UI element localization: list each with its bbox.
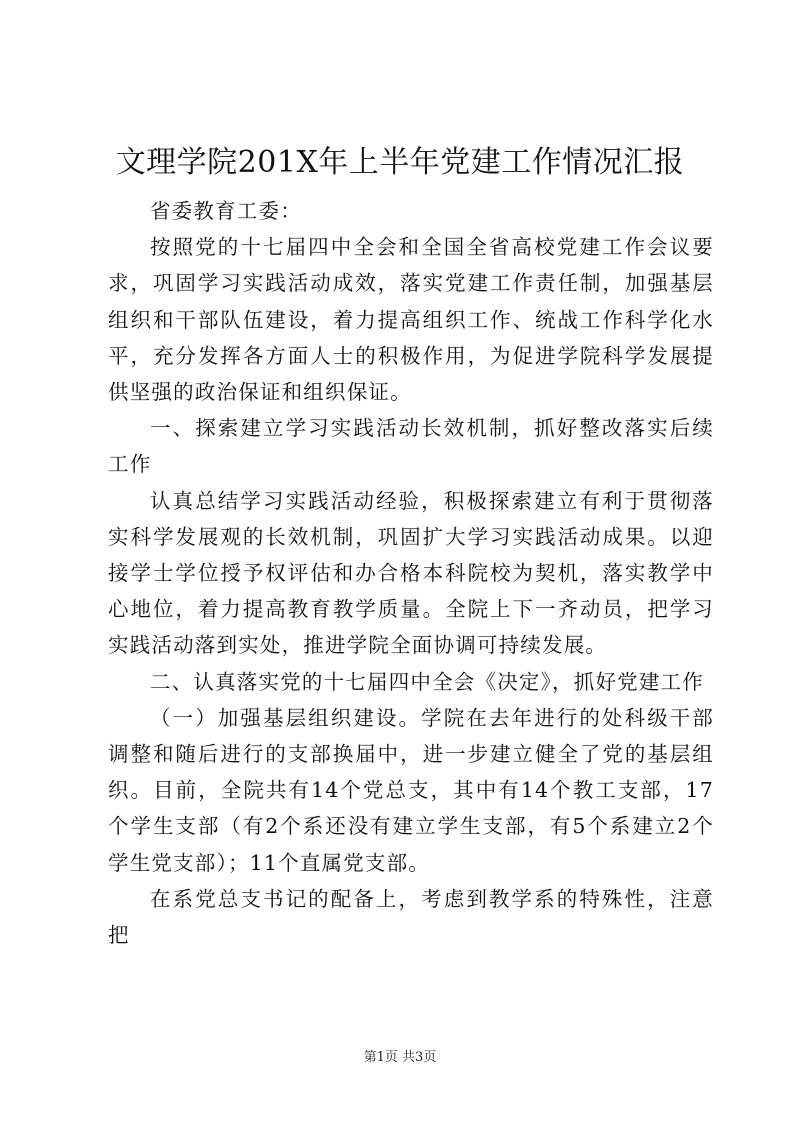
document-body — [108, 193, 714, 953]
paragraph-continuation: 在系党总支书记的配备上，考虑到教学系的特殊性，注意把 — [108, 886, 714, 948]
paragraph-intro: 按照党的十七届四中全会和全国全省高校党建工作会议要求，巩固学习实践活动成效，落实党建工作责任制，加强基层组织和干部队伍建设，着力提高组织工作、统战工作科学化水平，充分发挥各方面人士的积极作用，为促进学院科学发展提供坚强的政治保证和组织保证。 — [108, 235, 714, 405]
paragraph-section-1: 认真总结学习实践活动经验，积极探索建立有利于贯彻落实科学发展观的长效机制，巩固扩大学习实践活动成果。以迎接学士学位授予权评估和办合格本科院校为契机，落实教学中心地位，着力提高教育教学质量。全院上下一齐动员，把学习实践活动落到实处，推进学院全面协调可持续发展。 — [108, 488, 714, 658]
section-heading-2: 二、认真落实党的十七届四中全会《决定》，抓好党建工作 — [150, 669, 704, 694]
paragraph-subsection-1: （一）加强基层组织建设。学院在去年进行的处科级干部调整和随后进行的支部换届中，进一步建立健全了党的基层组织。目前，全院共有14个党总支，其中有14个教工支部，17个学生支部（有2个系还没有建立学生支部，有5个系建立2个学生党支部）；11个直属党支部。 — [108, 705, 714, 875]
document-title: 文理学院201X年上半年党建工作情况汇报 — [115, 145, 685, 180]
salutation: 省委教育工委： — [150, 199, 302, 223]
section-heading-1: 一、探索建立学习实践活动长效机制，抓好整改落实后续工作 — [108, 416, 714, 477]
page-number-footer: 第1页 共3页 — [363, 1050, 437, 1065]
